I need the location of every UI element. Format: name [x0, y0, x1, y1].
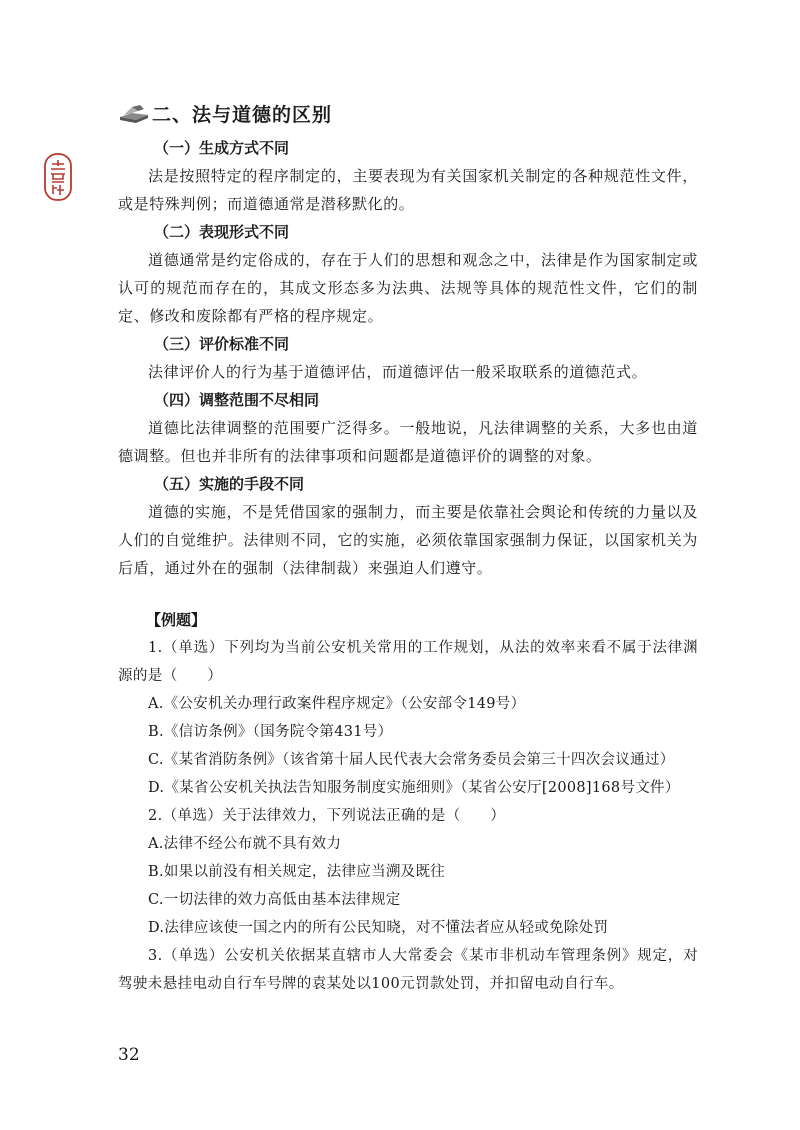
subsection-heading: （五）实施的手段不同: [154, 475, 305, 493]
book-icon: [118, 103, 150, 123]
paragraph: 道德比法律调整的范围要广泛得多。一般地说，凡法律调整的关系，大多也由道德调整。但也并非所有的法律事项和问题都是道德评价的调整的对象。: [118, 419, 698, 465]
paragraph: 法是按照特定的程序制定的，主要表现为有关国家机关制定的各种规范性文件，或是特殊判例；而道德通常是潜移默化的。: [118, 167, 698, 213]
page-number: 32: [118, 1045, 140, 1065]
paragraph: 道德通常是约定俗成的，存在于人们的思想和观念之中，法律是作为国家制定或认可的规范而存在的，其成文形态多为法典、法规等具体的规范性文件，它们的制定、修改和废除都有严格的程序规定。: [118, 251, 698, 325]
question-option: D.《某省公安机关执法告知服务制度实施细则》（某省公安厅[2008]168号文件）: [148, 780, 680, 796]
question-option: D.法律应该使一国之内的所有公民知晓，对不懂法者应从轻或免除处罚: [148, 920, 609, 936]
paragraph: 法律评价人的行为基于道德评估，而道德评估一般采取联系的道德范式。: [148, 363, 648, 381]
question-stem: 1.（单选）下列均为当前公安机关常用的工作规划，从法的效率来看不属于法律渊源的是（ ）: [118, 640, 698, 684]
section-title: 二、法与道德的区别: [152, 103, 333, 126]
question-option: A.法律不经公布就不具有效力: [148, 836, 342, 852]
section-heading: [118, 98, 332, 128]
question-stem: 3.（单选）公安机关依据某直辖市人大常委会《某市非机动车管理条例》规定，对驾驶未悬挂电动自行车号牌的袁某处以100元罚款处罚，并扣留电动自行车。: [118, 948, 698, 992]
question-stem: 2.（单选）关于法律效力，下列说法正确的是（ ）: [148, 808, 506, 824]
question-option: B.如果以前没有相关规定，法律应当溯及既往: [148, 864, 446, 880]
question-option: B.《信访条例》（国务院令第431号）: [148, 724, 393, 740]
main-content: [118, 134, 698, 998]
examples-title: 【例题】: [146, 611, 207, 629]
question-option: A.《公安机关办理行政案件程序规定》（公安部令149号）: [148, 696, 526, 712]
paragraph: 道德的实施，不是凭借国家的强制力，而主要是依靠社会舆论和传统的力量以及人们的自觉维护。法律则不同，它的实施，必须依靠国家强制力保证，以国家机关为后盾，通过外在的强制（法律制裁）来强迫人们遵守。: [118, 503, 698, 577]
subsection-heading: （四）调整范围不尽相同: [154, 391, 320, 409]
seal-stamp: [43, 152, 73, 202]
question-option: C.《某省消防条例》（该省第十届人民代表大会常务委员会第三十四次会议通过）: [148, 752, 675, 768]
question-option: C.一切法律的效力高低由基本法律规定: [148, 892, 401, 908]
subsection-heading: （二）表现形式不同: [154, 223, 290, 241]
subsection-heading: （三）评价标准不同: [154, 335, 290, 353]
subsection-heading: （一）生成方式不同: [154, 139, 290, 157]
